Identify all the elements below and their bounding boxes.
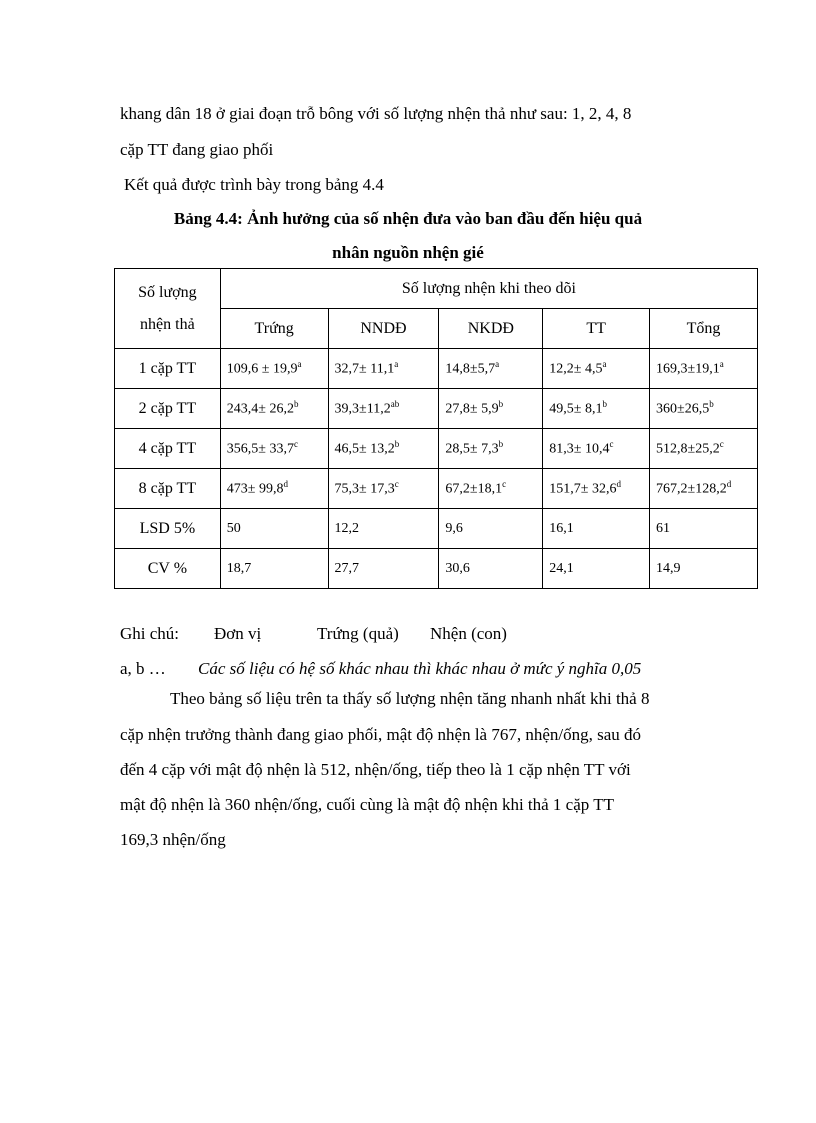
table-cell [543,509,650,549]
table-cell [650,349,758,389]
table-cell [439,549,543,589]
significance-letter: c [293,439,298,450]
table-cell [543,349,650,389]
column-header-nndd: NNDĐ [328,309,439,349]
column-header-tong: Tổng [650,309,758,349]
row-header-cell [115,269,221,349]
table-title-line-2: nhân nguồn nhện gié [332,243,484,262]
paragraph-line-2: cặp nhện trưởng thành đang giao phối, mật độ nhện là 767, nhện/ống, sau đó [120,725,642,744]
column-header-nkdd: NKDĐ [439,309,543,349]
significance-letter: a [495,359,500,370]
table-cell [328,549,439,589]
data-table [114,268,758,589]
table-header-row [115,269,758,309]
table-row [115,469,758,509]
cell-value: 14,9 [656,560,681,576]
cell-value: 18,7 [226,560,252,576]
significance-letter: c [502,479,507,490]
cell-value: 27,7 [334,560,360,576]
table-cell [543,429,650,469]
cell-value: 243,4± 26,2 [226,401,294,417]
significance-letter: a [297,359,302,370]
cell-value: 9,6 [445,520,463,536]
group-header: Số lượng nhện khi theo dõi [220,269,757,309]
table-cell [543,469,650,509]
significance-letter: b [293,399,299,410]
significance-letter: c [609,439,614,450]
column-header-tt: TT [543,309,650,349]
cell-value: 12,2± 4,5 [549,361,603,377]
paragraph-line-5: 169,3 nhện/ống [120,830,226,849]
table-row [115,549,758,589]
row-label: LSD 5% [115,509,221,549]
table-title-line-1: Bảng 4.4: Ảnh hưởng của số nhện đưa vào ban đầu đến hiệu quả [173,209,643,228]
table-cell [543,549,650,589]
row-label: CV % [115,549,221,589]
column-header-trung: Trứng [220,309,328,349]
table-cell [439,469,543,509]
note-egg-unit: Trứng (quả) [317,624,399,643]
table-cell [328,349,439,389]
table-cell [650,429,758,469]
cell-value: 61 [656,520,671,536]
row-label: 2 cặp TT [115,389,221,429]
cell-value: 356,5± 33,7 [226,441,294,457]
cell-value: 32,7± 11,1 [334,361,395,377]
significance-letter: d [283,479,288,490]
cell-value: 67,2±18,1 [445,481,503,497]
cell-value: 151,7± 32,6 [549,481,617,497]
note-ab: a, b … [120,659,166,678]
cell-value: 46,5± 13,2 [334,441,395,457]
row-header-line-1: Số lượng [138,283,197,301]
cell-value: 12,2 [334,520,360,536]
cell-value: 473± 99,8 [226,481,284,497]
significance-letter: d [726,479,732,490]
table-row [115,349,758,389]
significance-letter: a [719,359,724,370]
note-spider-unit: Nhện (con) [430,624,507,643]
cell-value: 49,5± 8,1 [549,401,603,417]
table-row [115,389,758,429]
cell-value: 109,6 ± 19,9 [226,361,298,377]
cell-value: 50 [226,520,241,536]
table-cell [328,509,439,549]
cell-value: 512,8±25,2 [656,441,720,457]
cell-value: 24,1 [549,560,574,576]
row-label: 8 cặp TT [115,469,221,509]
table-cell [650,469,758,509]
cell-value: 39,3±11,2 [334,401,391,417]
table-cell [650,389,758,429]
cell-value: 81,3± 10,4 [549,441,610,457]
intro-line-2: cặp TT đang giao phối [120,140,274,159]
table-cell [220,549,328,589]
table-cell [220,429,328,469]
significance-letter: c [394,479,399,490]
significance-letter: a [394,359,399,370]
cell-value: 75,3± 17,3 [334,481,395,497]
table-cell [439,429,543,469]
cell-value: 767,2±128,2 [656,481,727,497]
note-ab-text: Các số liệu có hệ số khác nhau thì khác nhau ở mức ý nghĩa 0,05 [198,659,642,678]
significance-letter: d [616,479,621,490]
significance-letter: ab [390,399,400,410]
significance-letter: c [719,439,724,450]
table-cell [220,389,328,429]
table-row [115,509,758,549]
paragraph-line-4: mật độ nhện là 360 nhện/ống, cuối cùng là mật độ nhện khi thả 1 cặp TT [120,795,614,814]
table-cell [220,469,328,509]
note-label: Ghi chú: [120,624,180,643]
table-cell [328,389,439,429]
table-body [115,349,758,589]
significance-letter: b [602,399,607,410]
table-cell [543,389,650,429]
table-cell [650,509,758,549]
intro-line-1: khang dân 18 ở giai đoạn trỗ bông với số lượng nhện thả như sau: 1, 2, 4, 8 [120,104,632,123]
cell-value: 169,3±19,1 [656,361,720,377]
table-row [115,429,758,469]
significance-letter: b [709,399,714,410]
significance-letter: b [394,439,400,450]
cell-value: 28,5± 7,3 [445,441,499,457]
table-cell [439,389,543,429]
table-cell [220,349,328,389]
row-header-line-2: nhện thả [140,315,195,333]
table-cell [650,549,758,589]
cell-value: 360±26,5 [656,401,710,417]
significance-letter: b [498,399,504,410]
intro-line-3: Kết quả được trình bày trong bảng 4.4 [124,175,384,194]
row-label: 4 cặp TT [115,429,221,469]
significance-letter: b [498,439,504,450]
cell-value: 27,8± 5,9 [445,401,499,417]
cell-value: 30,6 [445,560,470,576]
row-label: 1 cặp TT [115,349,221,389]
cell-value: 16,1 [549,520,574,536]
significance-letter: a [602,359,607,370]
table-cell [439,349,543,389]
table-cell [328,469,439,509]
paragraph-line-3: đến 4 cặp với mật độ nhện là 512, nhện/ống, tiếp theo là 1 cặp nhện TT với [120,760,631,779]
paragraph-line-1: Theo bảng số liệu trên ta thấy số lượng nhện tăng nhanh nhất khi thả 8 [170,689,650,708]
table-cell [220,509,328,549]
table-cell [439,509,543,549]
table-cell [328,429,439,469]
note-unit-label: Đơn vị [214,624,262,643]
cell-value: 14,8±5,7 [445,361,496,377]
